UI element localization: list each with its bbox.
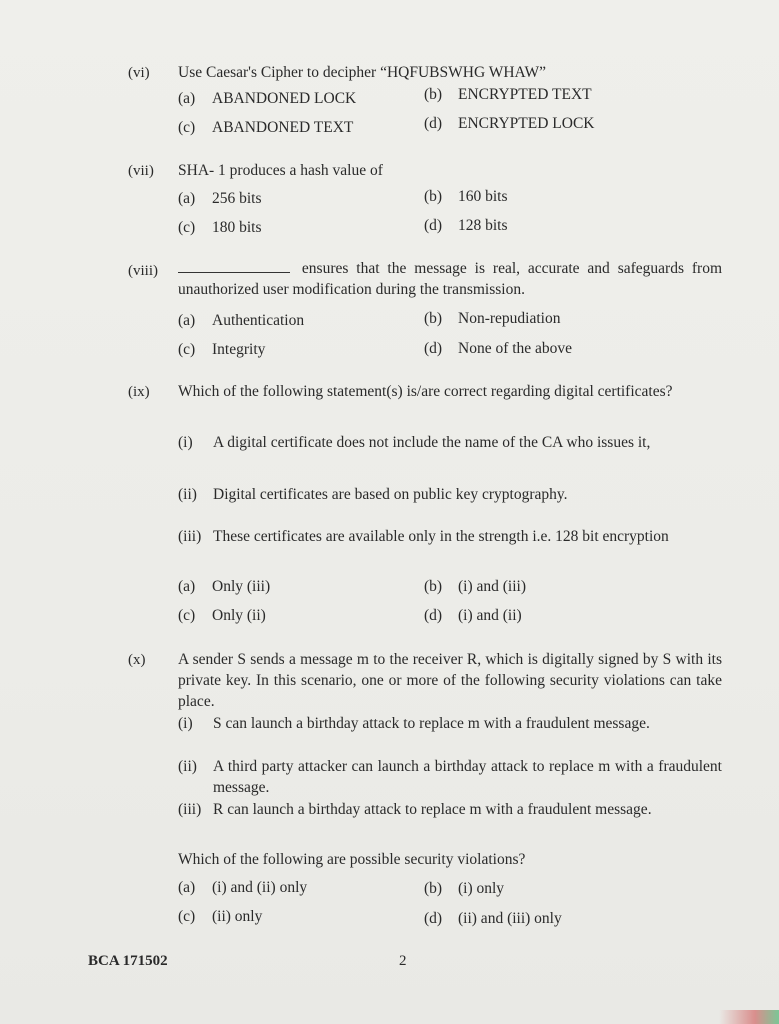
question-text: SHA- 1 produces a hash value of xyxy=(178,162,383,179)
option-b: (b) (i) only xyxy=(424,880,505,897)
option-a: (a) Authentication xyxy=(178,312,305,329)
option-b: (b) Non-repudiation xyxy=(424,310,561,327)
answer-blank xyxy=(178,260,290,273)
statement-iii: (iii) These certificates are available only in the strength i.e. 128 bit encryption xyxy=(178,528,669,545)
question-number: (vii) xyxy=(128,163,154,179)
option-c: (c) ABANDONED TEXT xyxy=(178,119,354,136)
question-text: Use Caesar's Cipher to decipher “HQFUBSWHG WHAW” xyxy=(178,64,547,81)
option-a: (a) Only (iii) xyxy=(178,578,271,595)
option-d: (d) (i) and (ii) xyxy=(424,607,522,624)
option-d: (d) (ii) and (iii) only xyxy=(424,910,562,927)
option-c: (c) Only (ii) xyxy=(178,607,266,624)
paper-code: BCA 171502 xyxy=(88,953,168,969)
question-number: (vi) xyxy=(128,65,150,81)
page-edge-decoration xyxy=(719,1010,779,1024)
statement-i: (i) A digital certificate does not include the name of the CA who issues it, xyxy=(178,434,651,451)
question-text: A sender S sends a message m to the receiver R, which is digitally signed by S with its private key. In this scenario, one or more of the following security violations can take place. xyxy=(178,651,722,710)
option-a: (a) 256 bits xyxy=(178,190,262,207)
question-number: (ix) xyxy=(128,384,150,400)
question-text: ensures that the message is real, accurate and safeguards from unauthorized user modification during the transmission. xyxy=(178,260,723,298)
question-text: Which of the following statement(s) is/are correct regarding digital certificates? xyxy=(178,383,673,400)
question-number: (x) xyxy=(128,652,146,668)
option-d: (d) 128 bits xyxy=(424,217,508,234)
option-b: (b) ENCRYPTED TEXT xyxy=(424,86,592,103)
statement-iii: (iii) R can launch a birthday attack to replace m with a fraudulent message. xyxy=(178,801,652,818)
page-number: 2 xyxy=(399,953,407,969)
option-c: (c) Integrity xyxy=(178,341,266,358)
question-number: (viii) xyxy=(128,263,158,279)
option-d: (d) ENCRYPTED LOCK xyxy=(424,115,595,132)
option-b: (b) 160 bits xyxy=(424,188,508,205)
statement-i: (i) S can launch a birthday attack to replace m with a fraudulent message. xyxy=(178,715,650,732)
option-a: (a) (i) and (ii) only xyxy=(178,879,308,896)
option-d: (d) None of the above xyxy=(424,340,573,357)
option-b: (b) (i) and (iii) xyxy=(424,578,527,595)
option-c: (c) (ii) only xyxy=(178,908,263,925)
statement-ii: (ii) Digital certificates are based on public key cryptography. xyxy=(178,486,568,503)
option-a: (a) ABANDONED LOCK xyxy=(178,90,357,107)
option-c: (c) 180 bits xyxy=(178,219,262,236)
question-prompt: Which of the following are possible security violations? xyxy=(178,851,526,868)
statement-ii: (ii) A third party attacker can launch a birthday attack to replace m with a fraudulent message. xyxy=(178,758,722,796)
